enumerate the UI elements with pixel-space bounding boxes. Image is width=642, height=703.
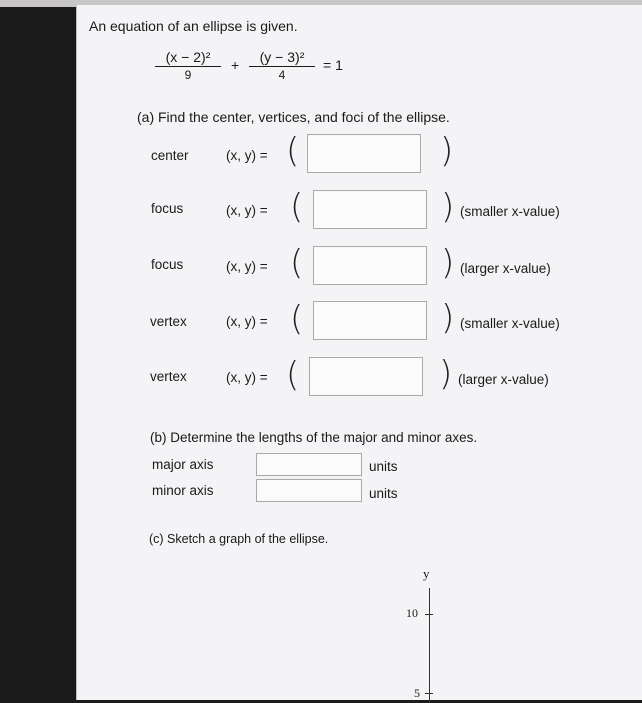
open-paren: ( <box>286 355 300 395</box>
x-term-numerator: (x − 2)² <box>165 49 211 65</box>
open-paren: ( <box>286 131 300 171</box>
major-axis-units: units <box>369 459 398 474</box>
problem-sheet <box>76 5 642 700</box>
y-term-numerator: (y − 3)² <box>259 49 305 65</box>
y-tick-label-10: 10 <box>406 606 418 620</box>
close-paren: ) <box>441 187 455 227</box>
note-smaller-x: (smaller x-value) <box>460 204 560 219</box>
y-term-denominator: 4 <box>278 68 286 82</box>
coord-label: (x, y) = <box>226 259 268 274</box>
note-larger-x: (larger x-value) <box>458 372 549 387</box>
coord-label: (x, y) = <box>226 148 268 163</box>
focus-smaller-input[interactable] <box>313 190 427 229</box>
row-label-focus: focus <box>151 257 184 272</box>
major-axis-label: major axis <box>152 457 214 472</box>
vertex-larger-input[interactable] <box>309 357 423 396</box>
row-label-vertex: vertex <box>150 314 187 329</box>
minor-axis-input[interactable] <box>256 479 362 502</box>
major-axis-input[interactable] <box>256 453 362 476</box>
minor-axis-label: minor axis <box>152 483 214 498</box>
close-paren: ) <box>439 354 453 394</box>
close-paren: ) <box>441 243 455 283</box>
plus-sign: + <box>231 57 240 73</box>
fraction-y-term <box>249 49 315 82</box>
fraction-bar <box>249 66 315 67</box>
row-label-focus: focus <box>151 201 184 216</box>
y-tick <box>425 693 433 694</box>
row-label-center: center <box>151 148 189 163</box>
close-paren: ) <box>440 131 454 171</box>
y-tick <box>425 614 433 615</box>
row-label-vertex: vertex <box>150 369 187 384</box>
ellipse-equation <box>155 49 385 95</box>
note-smaller-x: (smaller x-value) <box>460 316 560 331</box>
open-paren: ( <box>290 243 304 283</box>
open-paren: ( <box>290 187 304 227</box>
coord-label: (x, y) = <box>226 314 268 329</box>
equals-one: = 1 <box>323 57 343 73</box>
coord-label: (x, y) = <box>226 203 268 218</box>
center-input[interactable] <box>307 134 421 173</box>
vertex-smaller-input[interactable] <box>313 301 427 340</box>
x-term-denominator: 9 <box>184 68 192 82</box>
fraction-x-term <box>155 49 221 82</box>
problem-title: An equation of an ellipse is given. <box>89 18 298 34</box>
minor-axis-units: units <box>369 486 398 501</box>
focus-larger-input[interactable] <box>313 246 427 285</box>
y-axis-label: y <box>423 566 430 581</box>
close-paren: ) <box>441 298 455 338</box>
fraction-bar <box>155 66 221 67</box>
y-tick-label-5: 5 <box>414 686 420 700</box>
coord-label: (x, y) = <box>226 370 268 385</box>
y-axis <box>429 588 430 703</box>
part-a-prompt: (a) Find the center, vertices, and foci of the ellipse. <box>137 109 450 125</box>
open-paren: ( <box>290 299 304 339</box>
part-c-prompt: (c) Sketch a graph of the ellipse. <box>149 532 329 546</box>
note-larger-x: (larger x-value) <box>460 261 551 276</box>
part-b-prompt: (b) Determine the lengths of the major and minor axes. <box>150 430 478 445</box>
